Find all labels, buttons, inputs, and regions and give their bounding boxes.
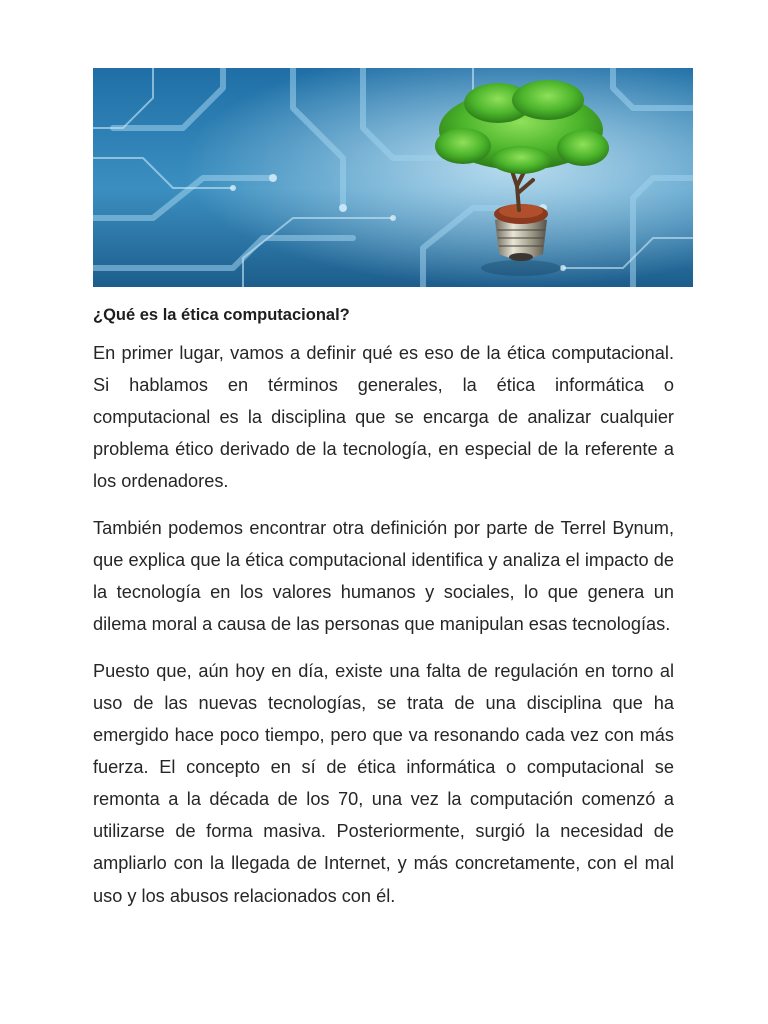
- circuit-board-tree-in-lightbulb-image: [93, 68, 693, 287]
- paragraph-1: En primer lugar, vamos a definir qué es eso de la ética computacional. Si hablamos en términos generales, la ética informática o computacional es la disciplina que se encarga de analizar cualquier problema ético derivado de la tecnología, en especial de la referente a los ordenadores.: [93, 343, 674, 492]
- document-page: [93, 68, 674, 912]
- paragraph-3: Puesto que, aún hoy en día, existe una falta de regulación en torno al uso de las nuevas tecnologías, se trata de una disciplina que ha emergido hace poco tiempo, pero que va resonando cada vez con más fuerza. El concepto en sí de ética informática o computacional se remonta a la década de los 70, una vez la computación comenzó a utilizarse de forma masiva. Posteriormente, surgió la necesidad de ampliarlo con la llegada de Internet, y más concretamente, con el mal uso y los abusos relacionados con él.: [93, 660, 674, 906]
- hero-image: [93, 68, 693, 287]
- paragraph-2: También podemos encontrar otra definición por parte de Terrel Bynum, que explica que la ética computacional identifica y analiza el impacto de la tecnología en los valores humanos y sociales, lo que genera un dilema moral a causa de las personas que manipulan esas tecnologías.: [93, 517, 674, 635]
- section-heading: ¿Qué es la ética computacional?: [93, 306, 350, 324]
